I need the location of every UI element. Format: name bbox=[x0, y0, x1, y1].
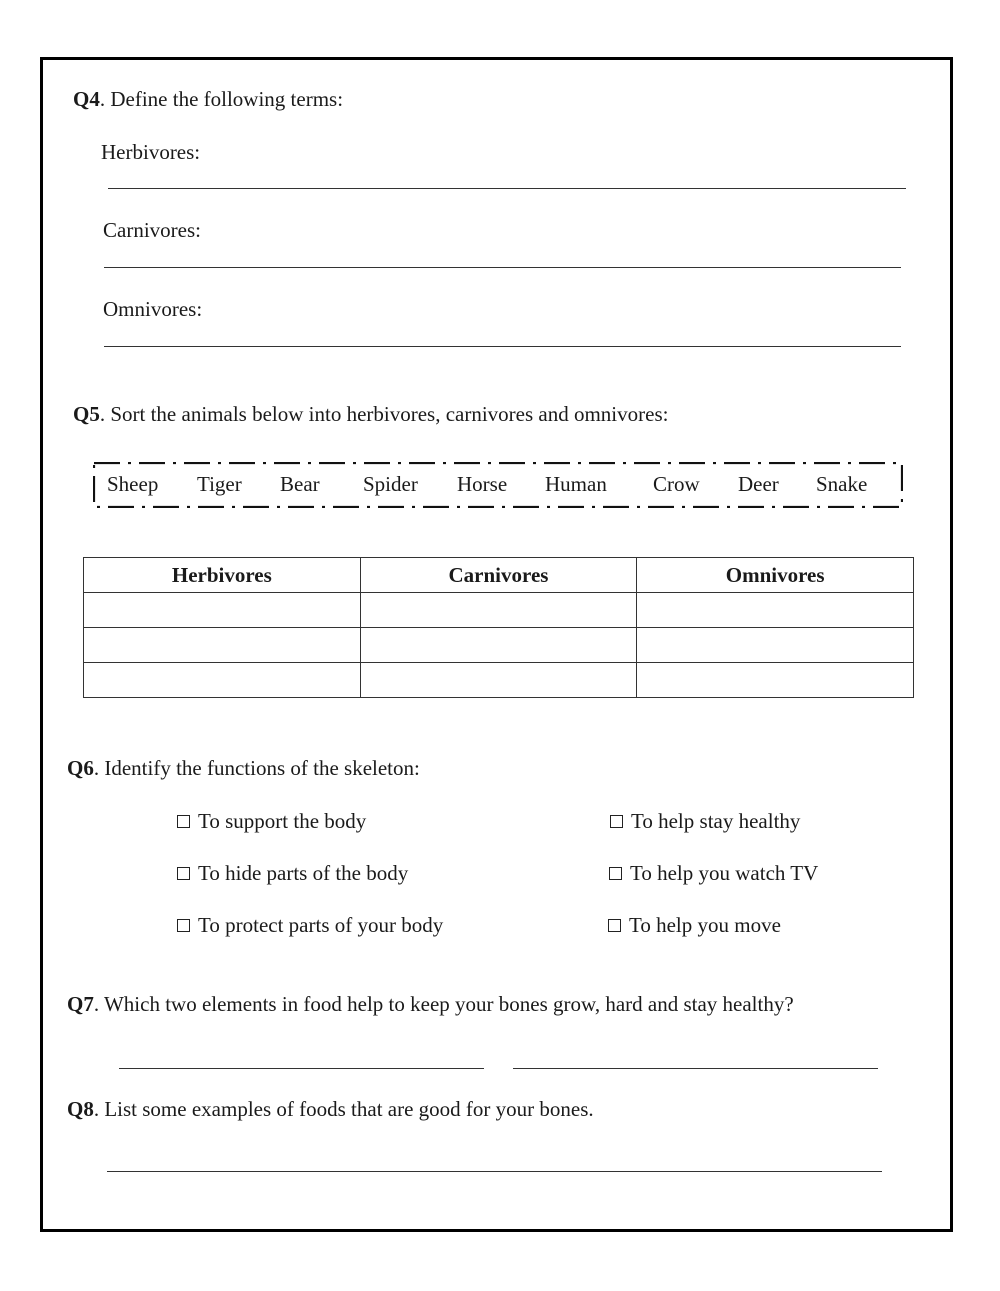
term-omnivores: Omnivores: bbox=[103, 297, 203, 321]
answer-line-omnivores[interactable] bbox=[104, 346, 901, 347]
table-row bbox=[84, 593, 914, 628]
option-stay-healthy[interactable] bbox=[610, 811, 800, 832]
table-cell[interactable] bbox=[637, 663, 914, 698]
animal-word[interactable]: Spider bbox=[363, 472, 418, 496]
q7-prompt bbox=[67, 994, 794, 1015]
animal-word[interactable]: Human bbox=[545, 472, 607, 496]
checkbox-icon[interactable] bbox=[610, 815, 623, 828]
option-hide-parts[interactable] bbox=[177, 863, 408, 884]
q7-number: Q7 bbox=[67, 992, 94, 1016]
answer-line-element-2[interactable] bbox=[513, 1068, 878, 1069]
option-help-move[interactable] bbox=[608, 915, 781, 936]
animal-word[interactable]: Bear bbox=[280, 472, 320, 496]
q5-prompt bbox=[73, 404, 668, 425]
header-herbivores: Herbivores bbox=[84, 558, 361, 593]
animal-word[interactable]: Snake bbox=[816, 472, 868, 496]
sorting-table bbox=[83, 557, 914, 698]
option-label: To protect parts of your body bbox=[198, 913, 444, 937]
q4-number: Q4 bbox=[73, 87, 100, 111]
checkbox-icon[interactable] bbox=[609, 867, 622, 880]
option-label: To support the body bbox=[198, 809, 367, 833]
table-cell[interactable] bbox=[360, 663, 637, 698]
animal-word[interactable]: Deer bbox=[738, 472, 779, 496]
q5-number: Q5 bbox=[73, 402, 100, 426]
option-label: To help stay healthy bbox=[631, 809, 801, 833]
table-cell[interactable] bbox=[84, 628, 361, 663]
term-carnivores: Carnivores: bbox=[103, 218, 201, 242]
animal-word[interactable]: Tiger bbox=[197, 472, 242, 496]
q8-number: Q8 bbox=[67, 1097, 94, 1121]
q4-text: . Define the following terms: bbox=[99, 87, 344, 111]
q7-text: . Which two elements in food help to keep your bones grow, hard and stay healthy? bbox=[93, 992, 794, 1016]
option-label: To help you watch TV bbox=[630, 861, 819, 885]
table-cell[interactable] bbox=[84, 593, 361, 628]
checkbox-icon[interactable] bbox=[177, 919, 190, 932]
q6-number: Q6 bbox=[67, 756, 94, 780]
answer-line-carnivores[interactable] bbox=[104, 267, 901, 268]
animal-word[interactable]: Crow bbox=[653, 472, 700, 496]
answer-line-foods[interactable] bbox=[107, 1171, 882, 1172]
q8-text: . List some examples of foods that are good for your bones. bbox=[93, 1097, 594, 1121]
option-label: To hide parts of the body bbox=[198, 861, 409, 885]
table-cell[interactable] bbox=[360, 593, 637, 628]
q6-text: . Identify the functions of the skeleton: bbox=[93, 756, 420, 780]
animal-word[interactable]: Sheep bbox=[107, 472, 159, 496]
answer-line-element-1[interactable] bbox=[119, 1068, 484, 1069]
checkbox-icon[interactable] bbox=[177, 867, 190, 880]
option-label: To help you move bbox=[629, 913, 781, 937]
table-row bbox=[84, 663, 914, 698]
table-header-row bbox=[84, 558, 914, 593]
option-watch-tv[interactable] bbox=[609, 863, 818, 884]
header-omnivores: Omnivores bbox=[637, 558, 914, 593]
table-cell[interactable] bbox=[637, 628, 914, 663]
q8-prompt bbox=[67, 1099, 594, 1120]
checkbox-icon[interactable] bbox=[177, 815, 190, 828]
answer-line-herbivores[interactable] bbox=[108, 188, 906, 189]
option-protect-parts[interactable] bbox=[177, 915, 443, 936]
term-herbivores: Herbivores: bbox=[101, 140, 201, 164]
q5-text: . Sort the animals below into herbivores, carnivores and omnivores: bbox=[99, 402, 669, 426]
q4-prompt bbox=[73, 89, 343, 110]
animal-word-bank bbox=[93, 462, 903, 508]
table-cell[interactable] bbox=[360, 628, 637, 663]
checkbox-icon[interactable] bbox=[608, 919, 621, 932]
table-cell[interactable] bbox=[84, 663, 361, 698]
q6-prompt bbox=[67, 758, 420, 779]
animal-word[interactable]: Horse bbox=[457, 472, 508, 496]
table-cell[interactable] bbox=[637, 593, 914, 628]
option-support-body[interactable] bbox=[177, 811, 366, 832]
table-row bbox=[84, 628, 914, 663]
header-carnivores: Carnivores bbox=[360, 558, 637, 593]
